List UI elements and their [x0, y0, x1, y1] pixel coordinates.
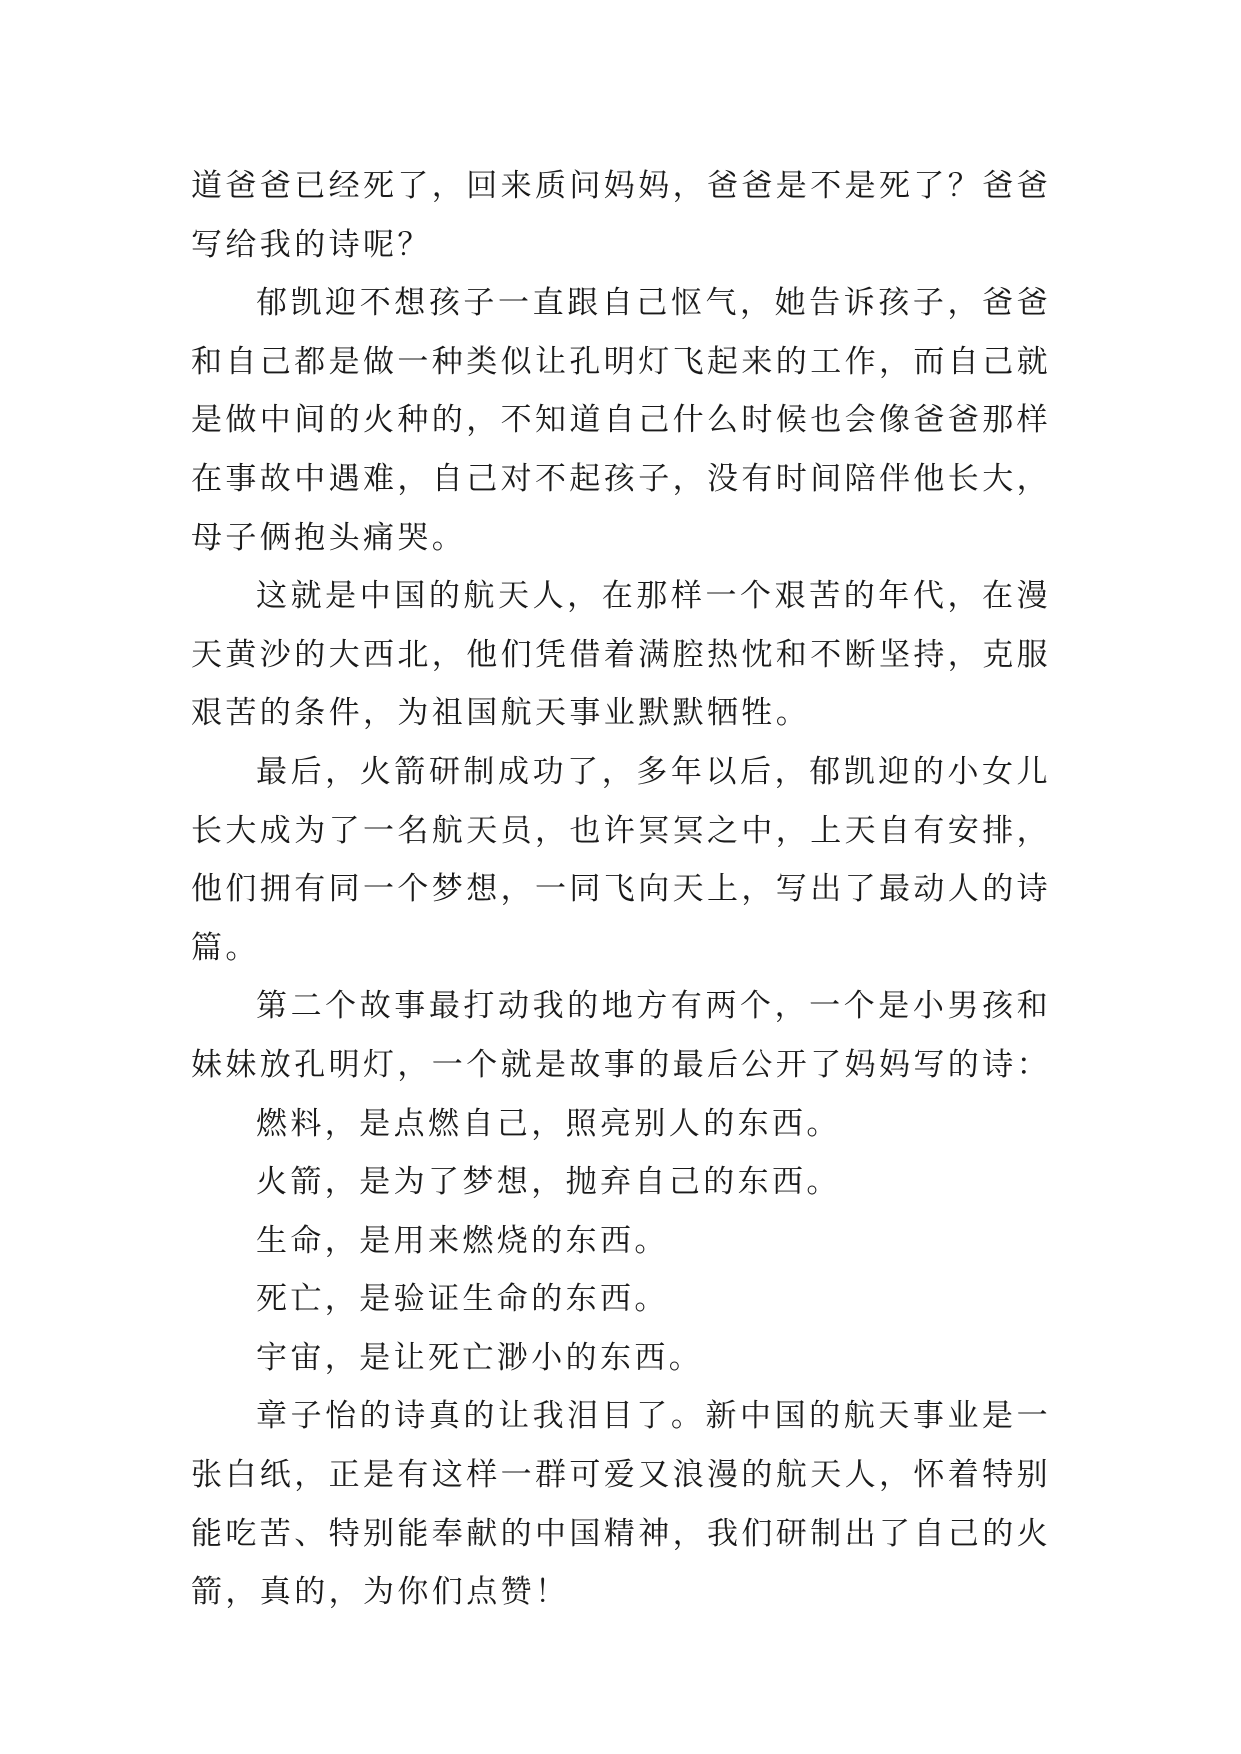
poem-line: 死亡，是验证生命的东西。	[256, 1281, 669, 1318]
poem-line: 燃料，是点燃自己，照亮别人的东西。	[256, 1105, 841, 1142]
paragraph: 郁凯迎不想孩子一直跟自己怄气，她告诉孩子，爸爸和自己都是做一种类似让孔明灯飞起来的工作，而自己就是做中间的火种的，不知道自己什么时候也会像爸爸那样在事故中遇难，自己对不起孩子，没有时间陪伴他长大，母子俩抱头痛哭。	[191, 285, 1051, 556]
closing-paragraph: 章子怡的诗真的让我泪目了。新中国的航天事业是一张白纸，正是有这样一群可爱又浪漫的航天人，怀着特别能吃苦、特别能奉献的中国精神，我们研制出了自己的火箭，真的，为你们点赞！	[191, 1398, 1051, 1611]
paragraph: 这就是中国的航天人，在那样一个艰苦的年代，在漫天黄沙的大西北，他们凭借着满腔热忱和不断坚持，克服艰苦的条件，为祖国航天事业默默牺牲。	[191, 578, 1051, 732]
poem-line: 生命，是用来燃烧的东西。	[256, 1222, 669, 1259]
paragraph-continued: 道爸爸已经死了，回来质问妈妈，爸爸是不是死了？爸爸写给我的诗呢？	[191, 168, 1051, 263]
document-body	[191, 157, 1051, 1622]
poem-line: 火箭，是为了梦想，抛弃自己的东西。	[256, 1164, 841, 1201]
paragraph: 最后，火箭研制成功了，多年以后，郁凯迎的小女儿长大成为了一名航天员，也许冥冥之中，上天自有安排，他们拥有同一个梦想，一同飞向天上，写出了最动人的诗篇。	[191, 753, 1051, 966]
poem-line: 宇宙，是让死亡渺小的东西。	[256, 1339, 704, 1376]
paragraph: 第二个故事最打动我的地方有两个，一个是小男孩和妹妹放孔明灯，一个就是故事的最后公开了妈妈写的诗：	[191, 988, 1051, 1083]
